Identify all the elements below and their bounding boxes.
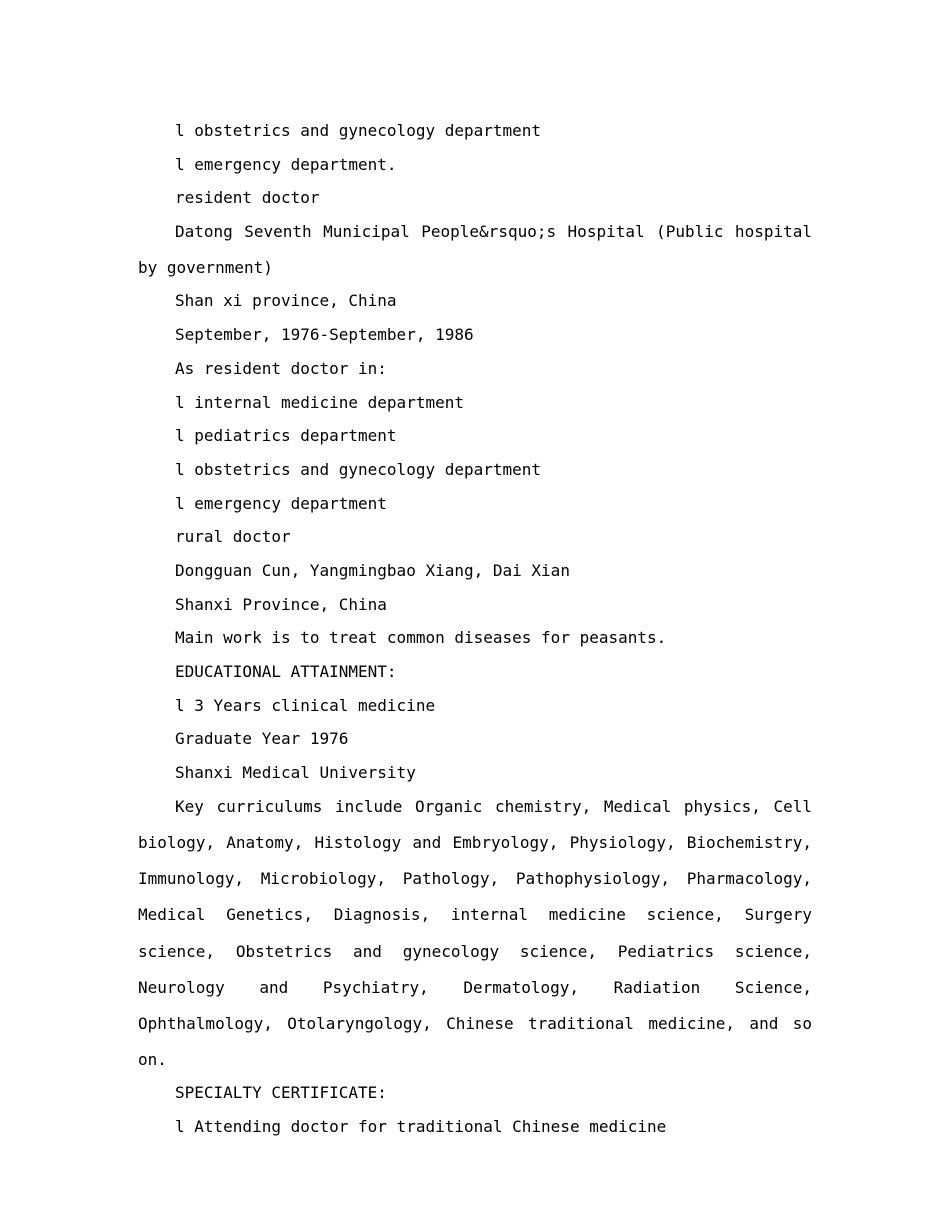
curriculum-paragraph: Key curriculums include Organic chemistry, Medical physics, Cell biology, Anatomy, Histology and Embryology, Physiology, Biochemistry, Immunology, Microbiology, Pathology, Pathophysiology, Pharmacology, Medical Genetics, Diagnosis, internal medicine science, Surgery science, Obstetrics and gynecology science, Pediatrics science, Neurology and Psychiatry, Dermatology, Radiation Science, Ophthalmology, Otolaryngology, Chinese traditional medicine, and so on. <box>138 796 812 1070</box>
text-line: September, 1976-September, 1986 <box>175 325 474 345</box>
text-line: l 3 Years clinical medicine <box>175 695 436 715</box>
text-line: l Attending doctor for traditional Chinese medicine <box>175 1117 667 1137</box>
text-line: resident doctor <box>175 188 320 208</box>
document-body <box>138 116 812 1146</box>
hospital-paragraph: Datong Seventh Municipal People&rsquo;s Hospital (Public hospital by government) <box>138 222 812 278</box>
text-line: l emergency department <box>175 493 387 513</box>
section-heading-certificate: SPECIALTY CERTIFICATE: <box>175 1083 387 1103</box>
text-line: Dongguan Cun, Yangmingbao Xiang, Dai Xian <box>175 560 570 580</box>
text-line: Main work is to treat common diseases for peasants. <box>175 628 667 648</box>
text-line: Graduate Year 1976 <box>175 729 349 749</box>
text-line: As resident doctor in: <box>175 358 387 378</box>
text-line: Shan xi province, China <box>175 291 397 311</box>
text-line: l internal medicine department <box>175 392 464 412</box>
section-heading-education: EDUCATIONAL ATTAINMENT: <box>175 662 397 682</box>
text-line: l obstetrics and gynecology department <box>175 121 542 140</box>
text-line: l emergency department. <box>175 154 397 174</box>
text-line: rural doctor <box>175 527 291 547</box>
text-line: l pediatrics department <box>175 426 397 446</box>
text-line: Shanxi Province, China <box>175 594 387 614</box>
text-line: l obstetrics and gynecology department <box>175 459 542 479</box>
text-line: Shanxi Medical University <box>175 763 416 783</box>
